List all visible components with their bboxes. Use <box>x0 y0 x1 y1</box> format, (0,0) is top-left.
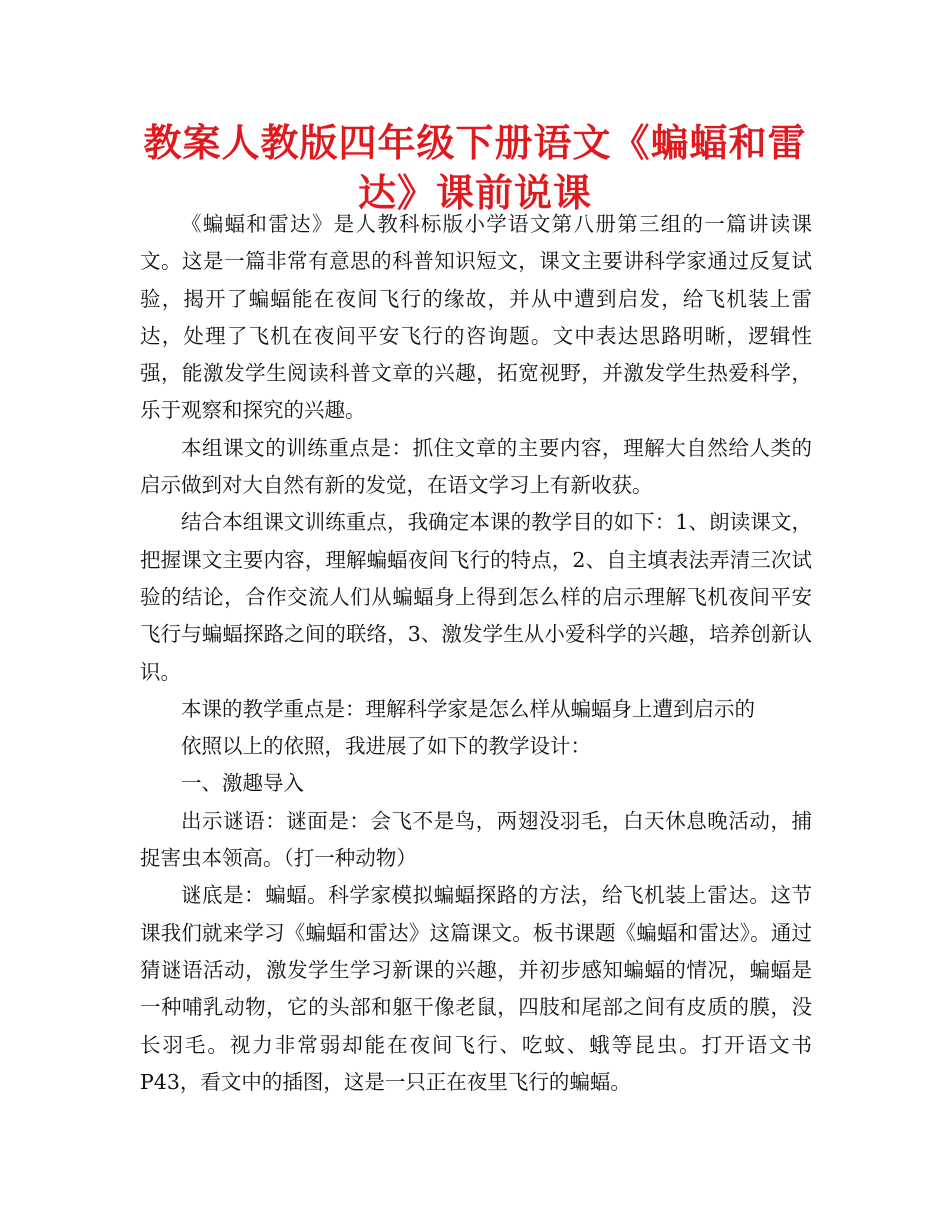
document-body <box>140 206 812 1101</box>
paragraph-teaching-goals: 结合本组课文训练重点，我确定本课的教学目的如下：1、朗读课文，把握课文主要内容，理解蝙蝠夜间飞行的特点，2、自主填表法弄清三次试验的结论，合作交流人们从蝙蝠身上得到怎么样的启示理解飞机夜间平安飞行与蝙蝠探路之间的联络，3、激发学生从小爱科学的兴趣，培养创新认识。 <box>140 510 812 684</box>
page-title: 教案人教版四年级下册语文《蝙蝠和雷达》课前说课 <box>143 121 807 215</box>
paragraph-key-point: 本课的教学重点是：理解科学家是怎么样从蝙蝠身上遭到启示的 <box>181 696 755 721</box>
paragraph-design-intro: 依照以上的依照，我进展了如下的教学设计： <box>181 734 591 759</box>
paragraph-riddle: 出示谜语：谜面是：会飞不是鸟，两翅没羽毛，白天休息晚活动，捕捉害虫本领高。（打一种动物） <box>140 808 812 871</box>
section-heading-intro: 一、激趣导入 <box>181 771 304 796</box>
paragraph-intro: 《蝙蝠和雷达》是人教科标版小学语文第八册第三组的一篇讲读课文。这是一篇非常有意思的科普知识短文，课文主要讲科学家通过反复试验，揭开了蝙蝠能在夜间飞行的缘故，并从中遭到启发，给飞机装上雷达，处理了飞机在夜间平安飞行的咨询题。文中表达思路明晰，逻辑性强，能激发学生阅读科普文章的兴趣，拓宽视野，并激发学生热爱科学，乐于观察和探究的兴趣。 <box>140 212 812 423</box>
paragraph-riddle-answer: 谜底是：蝙蝠。科学家模拟蝙蝠探路的方法，给飞机装上雷达。这节课我们就来学习《蝙蝠和雷达》这篇课文。板书课题《蝙蝠和雷达》。通过猜谜语活动，激发学生学习新课的兴趣，并初步感知蝙蝠的情况，蝙蝠是一种哺乳动物，它的头部和躯干像老鼠，四肢和尾部之间有皮质的膜，没长羽毛。视力非常弱却能在夜间飞行、吃蚊、蛾等昆虫。打开语文书P43，看文中的插图，这是一只正在夜里飞行的蝙蝠。 <box>140 883 812 1094</box>
paragraph-training-focus: 本组课文的训练重点是：抓住文章的主要内容，理解大自然给人类的启示做到对大自然有新的发觉，在语文学习上有新收获。 <box>140 435 812 498</box>
